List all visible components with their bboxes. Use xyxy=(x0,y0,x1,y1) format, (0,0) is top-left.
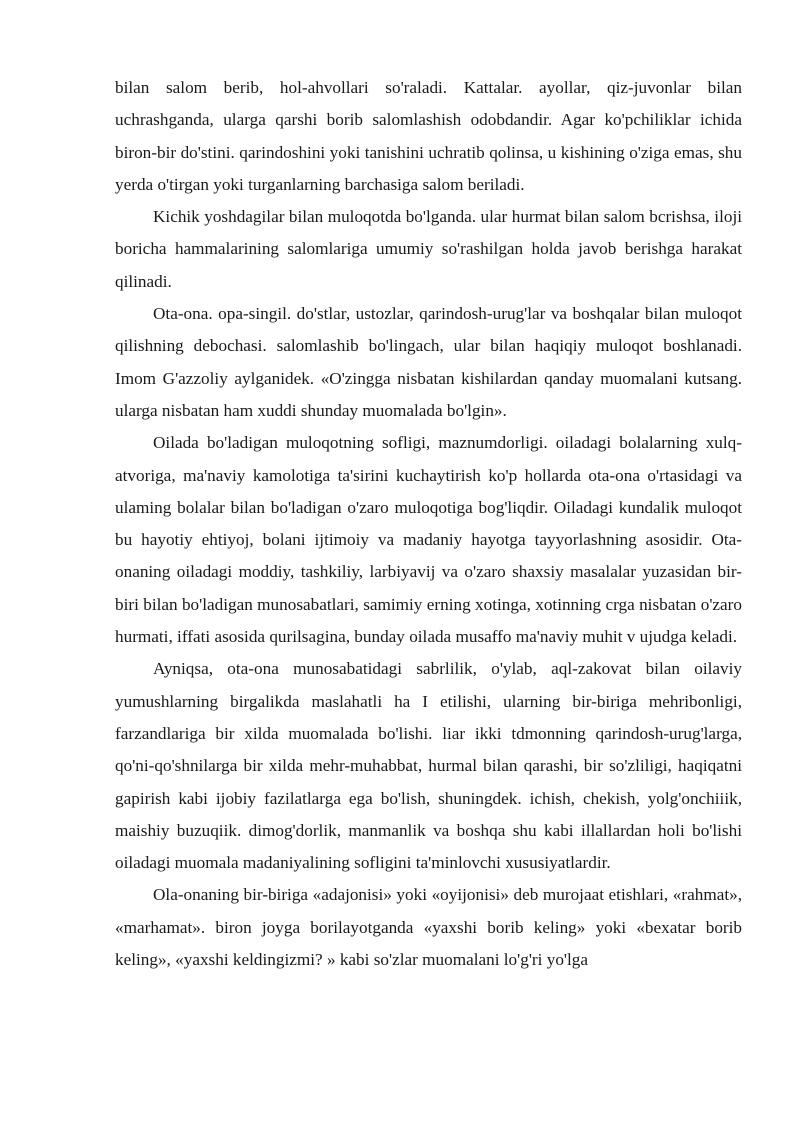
paragraph-4: Oilada bo'ladigan muloqotning sofligi, maznumdorligi. oiladagi bolalarning xulq-atvoriga, ma'naviy kamolotiga ta'sirini kuchaytirish ko'p hollarda ota-ona o'rtasidagi va ulaming bolalar bilan bo'ladigan o'zaro muloqotiga bog'liqdir. Oiladagi kundalik muloqot bu hayotiy ehtiyoj, bolani ijtimoiy va madaniy hayotga tayyorlashning asosidir. Ota-onaning oiladagi moddiy, tashkiliy, larbiyavij va o'zaro shaxsiy masalalar yuzasidan bir-biri bilan bo'ladigan munosabatlari, samimiy erning xotinga, xotinning crga nisbatan o'zaro hurmati, iffati asosida qurilsagina, bunday oilada musaffo ma'naviy muhit v ujudga keladi. xyxy=(115,433,742,647)
paragraph-3: Ota-ona. opa-singil. do'stlar, ustozlar, qarindosh-urug'lar va boshqalar bilan muloqot qilishning debochasi. salomlashib bo'lingach, ular bilan haqiqiy muloqot boshlanadi. Imom G'azzoliy aylganidek. «O'zingga nisbatan kishilardan qanday muomalani kutsang. ularga nisbatan ham xuddi shunday muomalada bo'lgin». xyxy=(115,304,742,420)
document-page xyxy=(115,72,742,976)
paragraph-6: Ola-onaning bir-biriga «adajonisi» yoki «oyijonisi» deb murojaat etishlari, «rahmat», «marhamat». biron joyga borilayotganda «yaxshi borib keling» yoki «bexatar borib keling», «yaxshi keldingizmi? » kabi so'zlar muomalani lo'g'ri yo'lga xyxy=(115,885,742,970)
paragraph-5: Ayniqsa, ota-ona munosabatidagi sabrlilik, o'ylab, aql-zakovat bilan oilaviy yumushlarning birgalikda maslahatli ha I etilishi, ularning bir-biriga mehribonligi, farzandlariga bir xilda muomalada bo'lishi. liar ikki tdmonning qarindosh-urug'larga, qo'ni-qo'shnilarga bir xilda mehr-muhabbat, hurmal bilan qarashi, bir so'zliligi, haqiqatni gapirish kabi ijobiy fazilatlarga ega bo'lish, shuningdek. ichish, chekish, yolg'onchiiik, maishiy buzuqiik. dimog'dorlik, manmanlik va boshqa shu kabi illallardan holi bo'lishi oiladagi muomala madaniyalining sofligini ta'minlovchi xususiyatlardir. xyxy=(115,659,742,873)
paragraph-1: bilan salom berib, hol-ahvollari so'raladi. Kattalar. ayollar, qiz-juvonlar bilan uchrashganda, ularga qarshi borib salomlashish odobdandir. Agar ko'pchiliklar ichida biron-bir do'stini. qarindoshini yoki tanishini uchratib qolinsa, u kishining o'ziga emas, shu yerda o'tirgan yoki turganlarning barchasiga salom beriladi. xyxy=(115,78,742,194)
paragraph-2: Kichik yoshdagilar bilan muloqotda bo'lganda. ular hurmat bilan salom bcrishsa, iloji boricha hammalarining salomlariga umumiy so'rashilgan holda javob berishga harakat qilinadi. xyxy=(115,207,742,291)
